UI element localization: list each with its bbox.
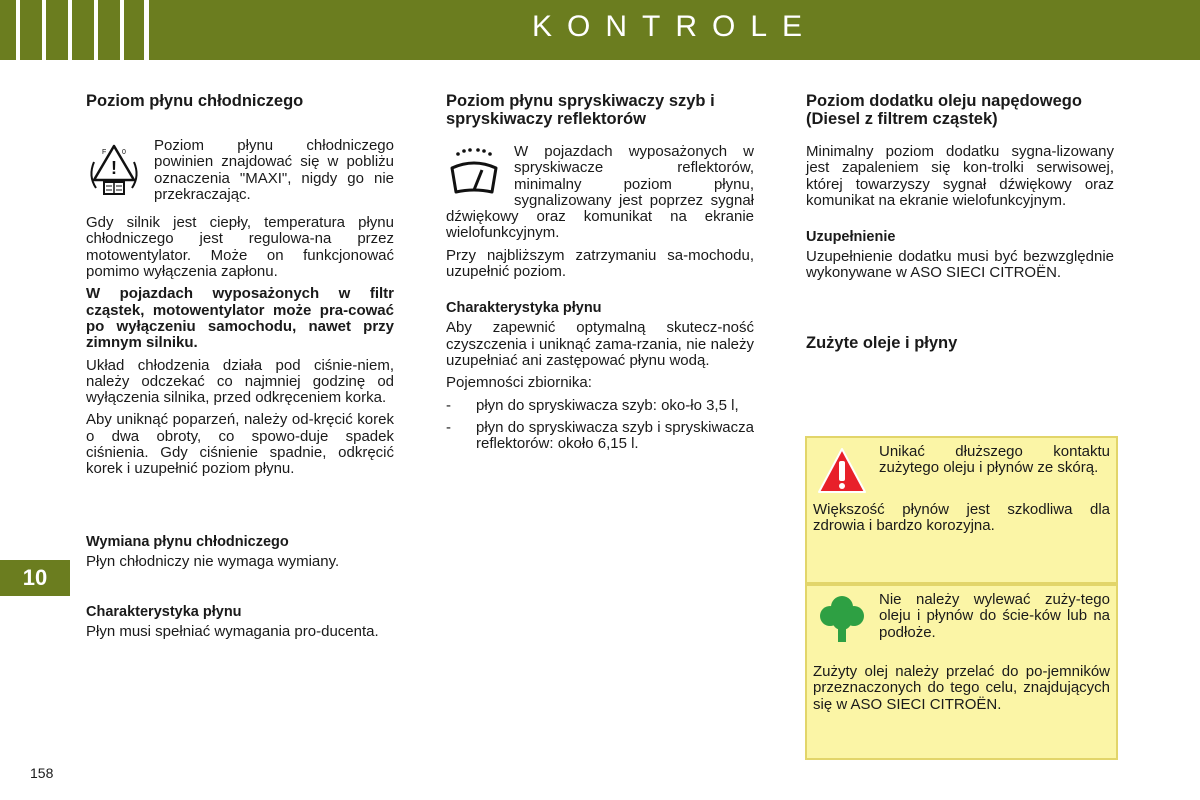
warning-note [805,436,1118,584]
subheading: Charakterystyka płynu [86,603,242,620]
paragraph: Aby uniknąć poparzeń, należy od-kręcić korek o dwa obroty, co spowo-duje spadek ciśnienia. Gdy ciśnienie spadnie, odkręcić korek i uzupełnić poziom płynu. [86,411,394,478]
paragraph: Zużyty olej należy przelać do po-jemników przeznaczonych do tego celu, znajdujących się w ASO SIECI CITROËN. [813,663,1110,713]
subheading: Uzupełnienie [806,229,896,246]
header-stripe [0,0,16,60]
paragraph: Płyn chłodniczy nie wymaga wymiany. [86,552,340,570]
paragraph: Przy najbliższym zatrzymaniu sa-mochodu, uzupełnić poziom. [446,246,754,281]
column-additive [806,92,1114,364]
paragraph: Gdy silnik jest ciepły, temperatura płynu chłodniczego jest regulowa-na przez motowentylator. Może on funkcjonować pomimo wyłączenia zapłonu. [86,214,394,281]
subheading: Charakterystyka płynu [446,300,602,317]
icon-paragraph [86,138,394,209]
paragraph: Większość płynów jest szkodliwa dla zdrowia i bardzo korozyjna. [813,501,1110,535]
chapter-tab: 10 [0,560,70,596]
section-heading: Zużyte oleje i płyny [806,333,958,352]
paragraph: Układ chłodzenia działa pod ciśnie-niem, należy odczekać co najmniej godzinę od wyłączenia silnika, przed odkręceniem korka. [86,356,394,407]
list-item: - płyn do spryskiwacza szyb: oko-ło 3,5 l, [446,396,739,414]
svg-text:0: 0 [122,149,126,156]
section-heading: Poziom płynu spryskiwaczy szyb i spryskiwaczy reflektorów [446,92,715,128]
paragraph: Aby zapewnić optymalną skutecz-ność czyszczenia i uniknąć zama-rzania, nie należy uzupełniać ani zastępować płynu wodą. [446,319,754,369]
header-stripe [98,0,120,60]
paragraph: Nie należy wylewać zuży-tego oleju i płynów do ście-ków lub na podłoże. [879,592,1110,641]
coolant-warning-icon [86,140,142,196]
paragraph-bold: W pojazdach wyposażonych w filtr cząstek, motowentylator może pra-cować po wyłączeniu samochodu, nawet przy zimnym silniku. [86,285,394,352]
page-header [0,0,1200,60]
column-washer [446,92,754,458]
page-number: 158 [30,765,54,781]
list-item: - płyn do spryskiwacza szyb i spryskiwacza reflektorów: około 6,15 l. [446,418,754,453]
page-title: KONTROLE [531,10,818,43]
icon-paragraph [446,144,754,242]
paragraph: Uzupełnienie dodatku musi być bezwzględnie wykonywane w ASO SIECI CITROËN. [806,248,1114,282]
section-heading: Poziom dodatku oleju napędowego (Diesel z filtrem cząstek) [806,92,1082,128]
paragraph: Pojemności zbiornika: [446,374,592,392]
capacity-list [446,398,754,453]
environment-note [805,584,1118,760]
paragraph: Minimalny poziom dodatku sygna-lizowany jest zapaleniem się kon-trolki serwisowej, której towarzyszy sygnał dźwiękowy oraz komunikat na ekranie wielofunkcyjnym. [806,143,1114,209]
header-stripe [72,0,94,60]
paragraph: W pojazdach wyposażonych w spryskiwacze reflektorów, minimalny poziom płynu, sygnalizowany jest poprzez sygnał dźwiękowy oraz komunikat na ekranie wielofunkcyjnym. [446,144,754,242]
subheading: Wymiana płynu chłodniczego [86,533,289,550]
svg-text:F: F [102,149,107,156]
header-stripe [20,0,42,60]
section-heading: Poziom płynu chłodniczego [86,92,304,110]
icon-paragraph [813,444,1110,496]
svg-text:!: ! [111,158,117,178]
header-stripe [124,0,144,60]
paragraph: Poziom płynu chłodniczego powinien znajdować się w pobliżu oznaczenia "MAXI", nigdy go nie przekraczając. [154,138,394,203]
header-stripe [46,0,68,60]
paragraph: Unikać dłuższego kontaktu zużytego oleju i płynów ze skórą. [879,444,1110,477]
washer-fluid-icon [446,146,502,202]
column-coolant [86,92,394,646]
tree-environment-icon [817,594,867,644]
icon-paragraph [813,592,1110,644]
warning-triangle-icon [817,446,867,496]
paragraph: Płyn musi spełniać wymagania pro-ducenta. [86,622,379,640]
